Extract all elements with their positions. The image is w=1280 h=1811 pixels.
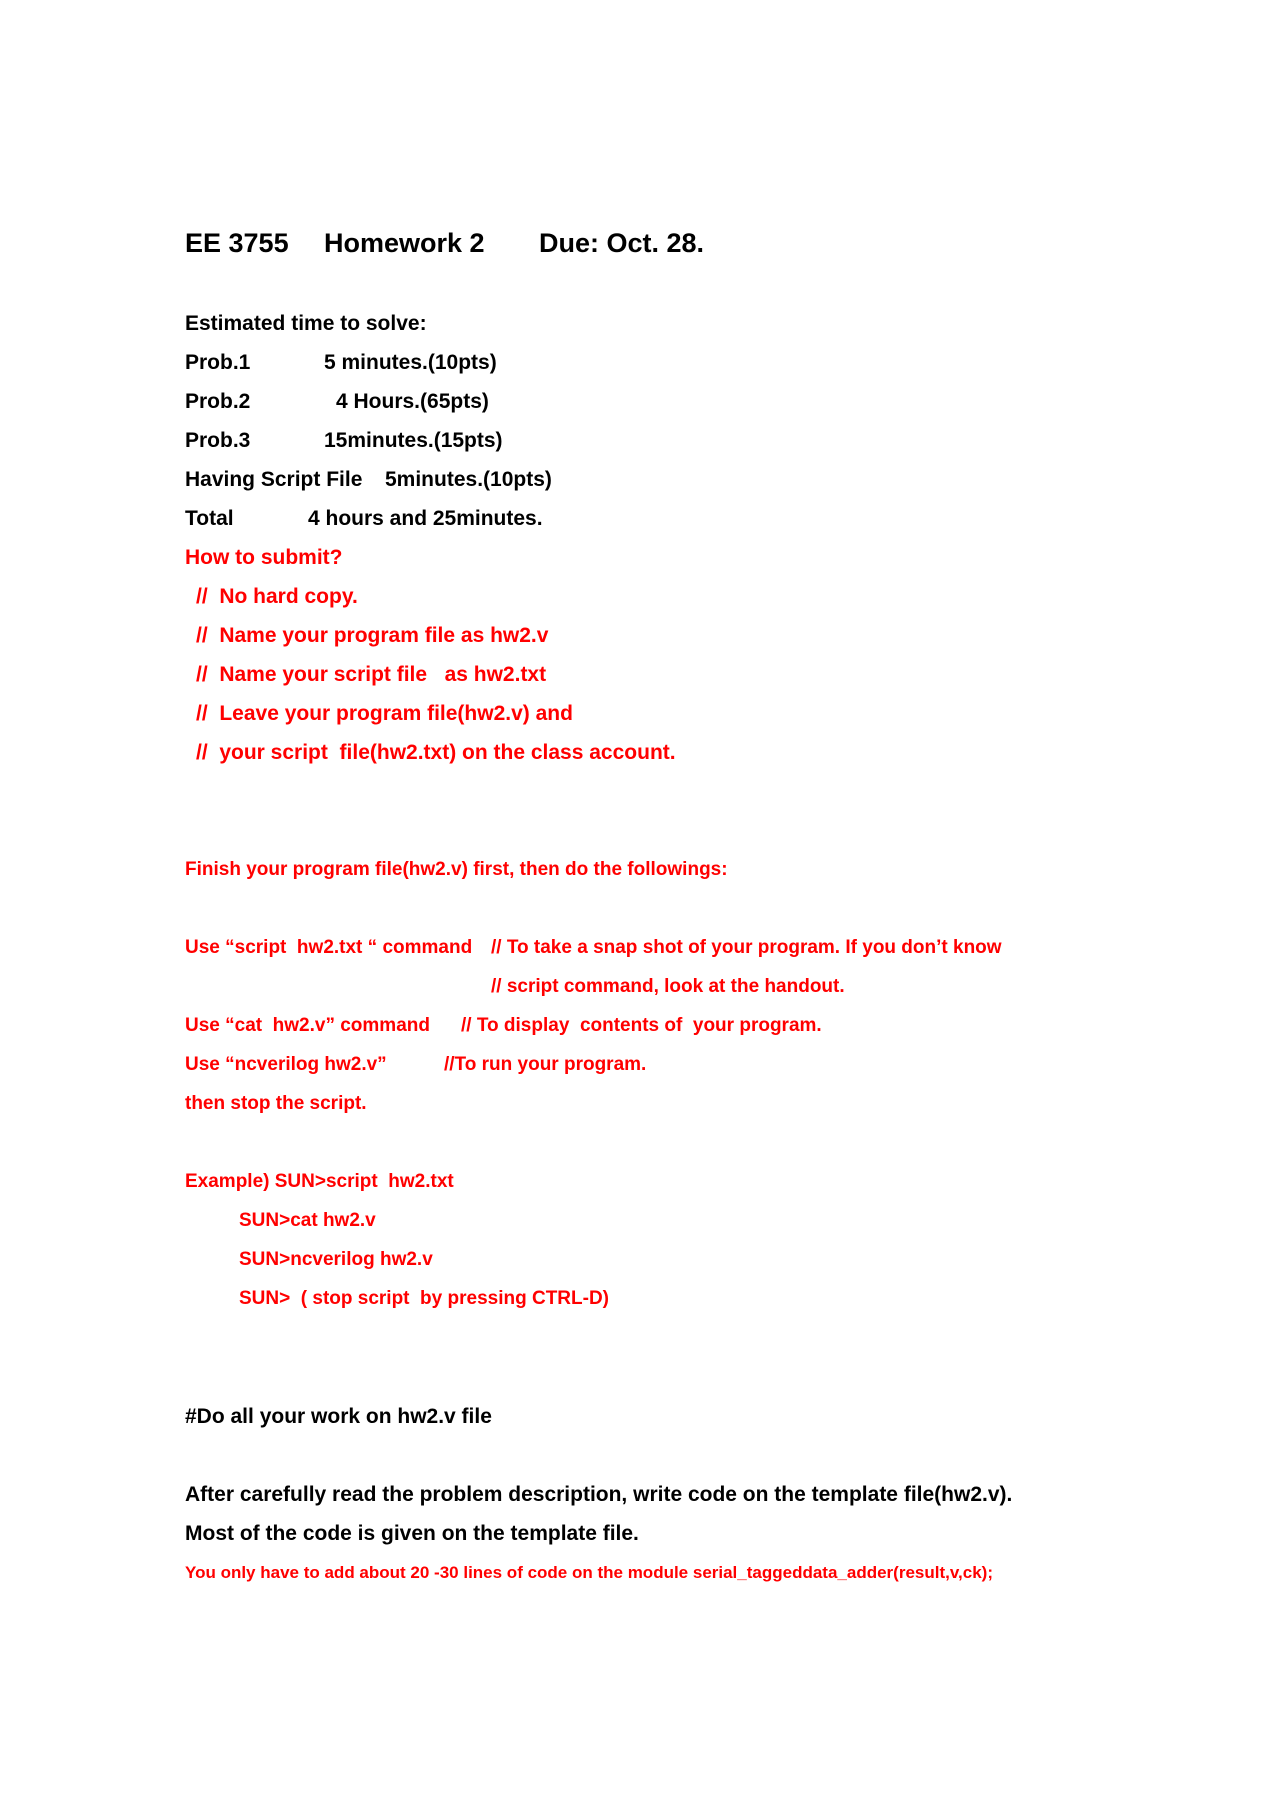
submit-item: // Leave your program file(hw2.v) and: [196, 702, 573, 725]
submit-item: // No hard copy.: [196, 585, 358, 608]
script-command-note-continued: // script command, look at the handout.: [491, 976, 845, 997]
submit-heading: How to submit?: [185, 546, 343, 569]
work-heading: #Do all your work on hw2.v file: [185, 1405, 492, 1428]
estimate-value-script: 5minutes.(10pts): [385, 468, 552, 491]
estimate-value-prob2: 4 Hours.(65pts): [336, 390, 489, 413]
work-paragraph: Most of the code is given on the template file.: [185, 1522, 639, 1545]
script-command: Use “script hw2.txt “ command: [185, 937, 473, 958]
script-command-note: // To take a snap shot of your program. If you don’t know: [491, 937, 1002, 958]
estimate-label-prob2: Prob.2: [185, 390, 251, 413]
assignment-title: Homework 2: [324, 228, 485, 258]
submit-item: // Name your program file as hw2.v: [196, 624, 549, 647]
estimate-label-script: Having Script File: [185, 468, 363, 491]
due-date: Due: Oct. 28.: [539, 228, 705, 258]
estimate-label-total: Total: [185, 507, 234, 530]
work-paragraph-note: You only have to add about 20 -30 lines of code on the module serial_taggeddata_adder(result,v,ck);: [185, 1563, 993, 1582]
example-line: SUN>ncverilog hw2.v: [239, 1249, 433, 1270]
submit-item: // Name your script file as hw2.txt: [196, 663, 547, 686]
example-line: Example) SUN>script hw2.txt: [185, 1171, 454, 1192]
estimate-value-prob1: 5 minutes.(10pts): [324, 351, 497, 374]
example-line: SUN>cat hw2.v: [239, 1210, 376, 1231]
work-paragraph: After carefully read the problem description, write code on the template file(hw2.v).: [185, 1483, 1013, 1506]
estimate-label-prob3: Prob.3: [185, 429, 251, 452]
course-code: EE 3755: [185, 228, 289, 258]
cat-command: Use “cat hw2.v” command: [185, 1015, 430, 1036]
ncverilog-command: Use “ncverilog hw2.v”: [185, 1054, 387, 1075]
estimate-label-prob1: Prob.1: [185, 351, 251, 374]
cat-command-note: // To display contents of your program.: [461, 1015, 822, 1036]
instructions-intro: Finish your program file(hw2.v) first, then do the followings:: [185, 859, 728, 880]
ncverilog-command-note: //To run your program.: [444, 1054, 647, 1075]
submit-item: // your script file(hw2.txt) on the class account.: [196, 741, 676, 764]
stop-script-text: then stop the script.: [185, 1093, 367, 1114]
estimate-value-total: 4 hours and 25minutes.: [308, 507, 543, 530]
estimate-value-prob3: 15minutes.(15pts): [324, 429, 503, 452]
example-line: SUN> ( stop script by pressing CTRL-D): [239, 1288, 610, 1309]
estimate-heading: Estimated time to solve:: [185, 312, 427, 335]
